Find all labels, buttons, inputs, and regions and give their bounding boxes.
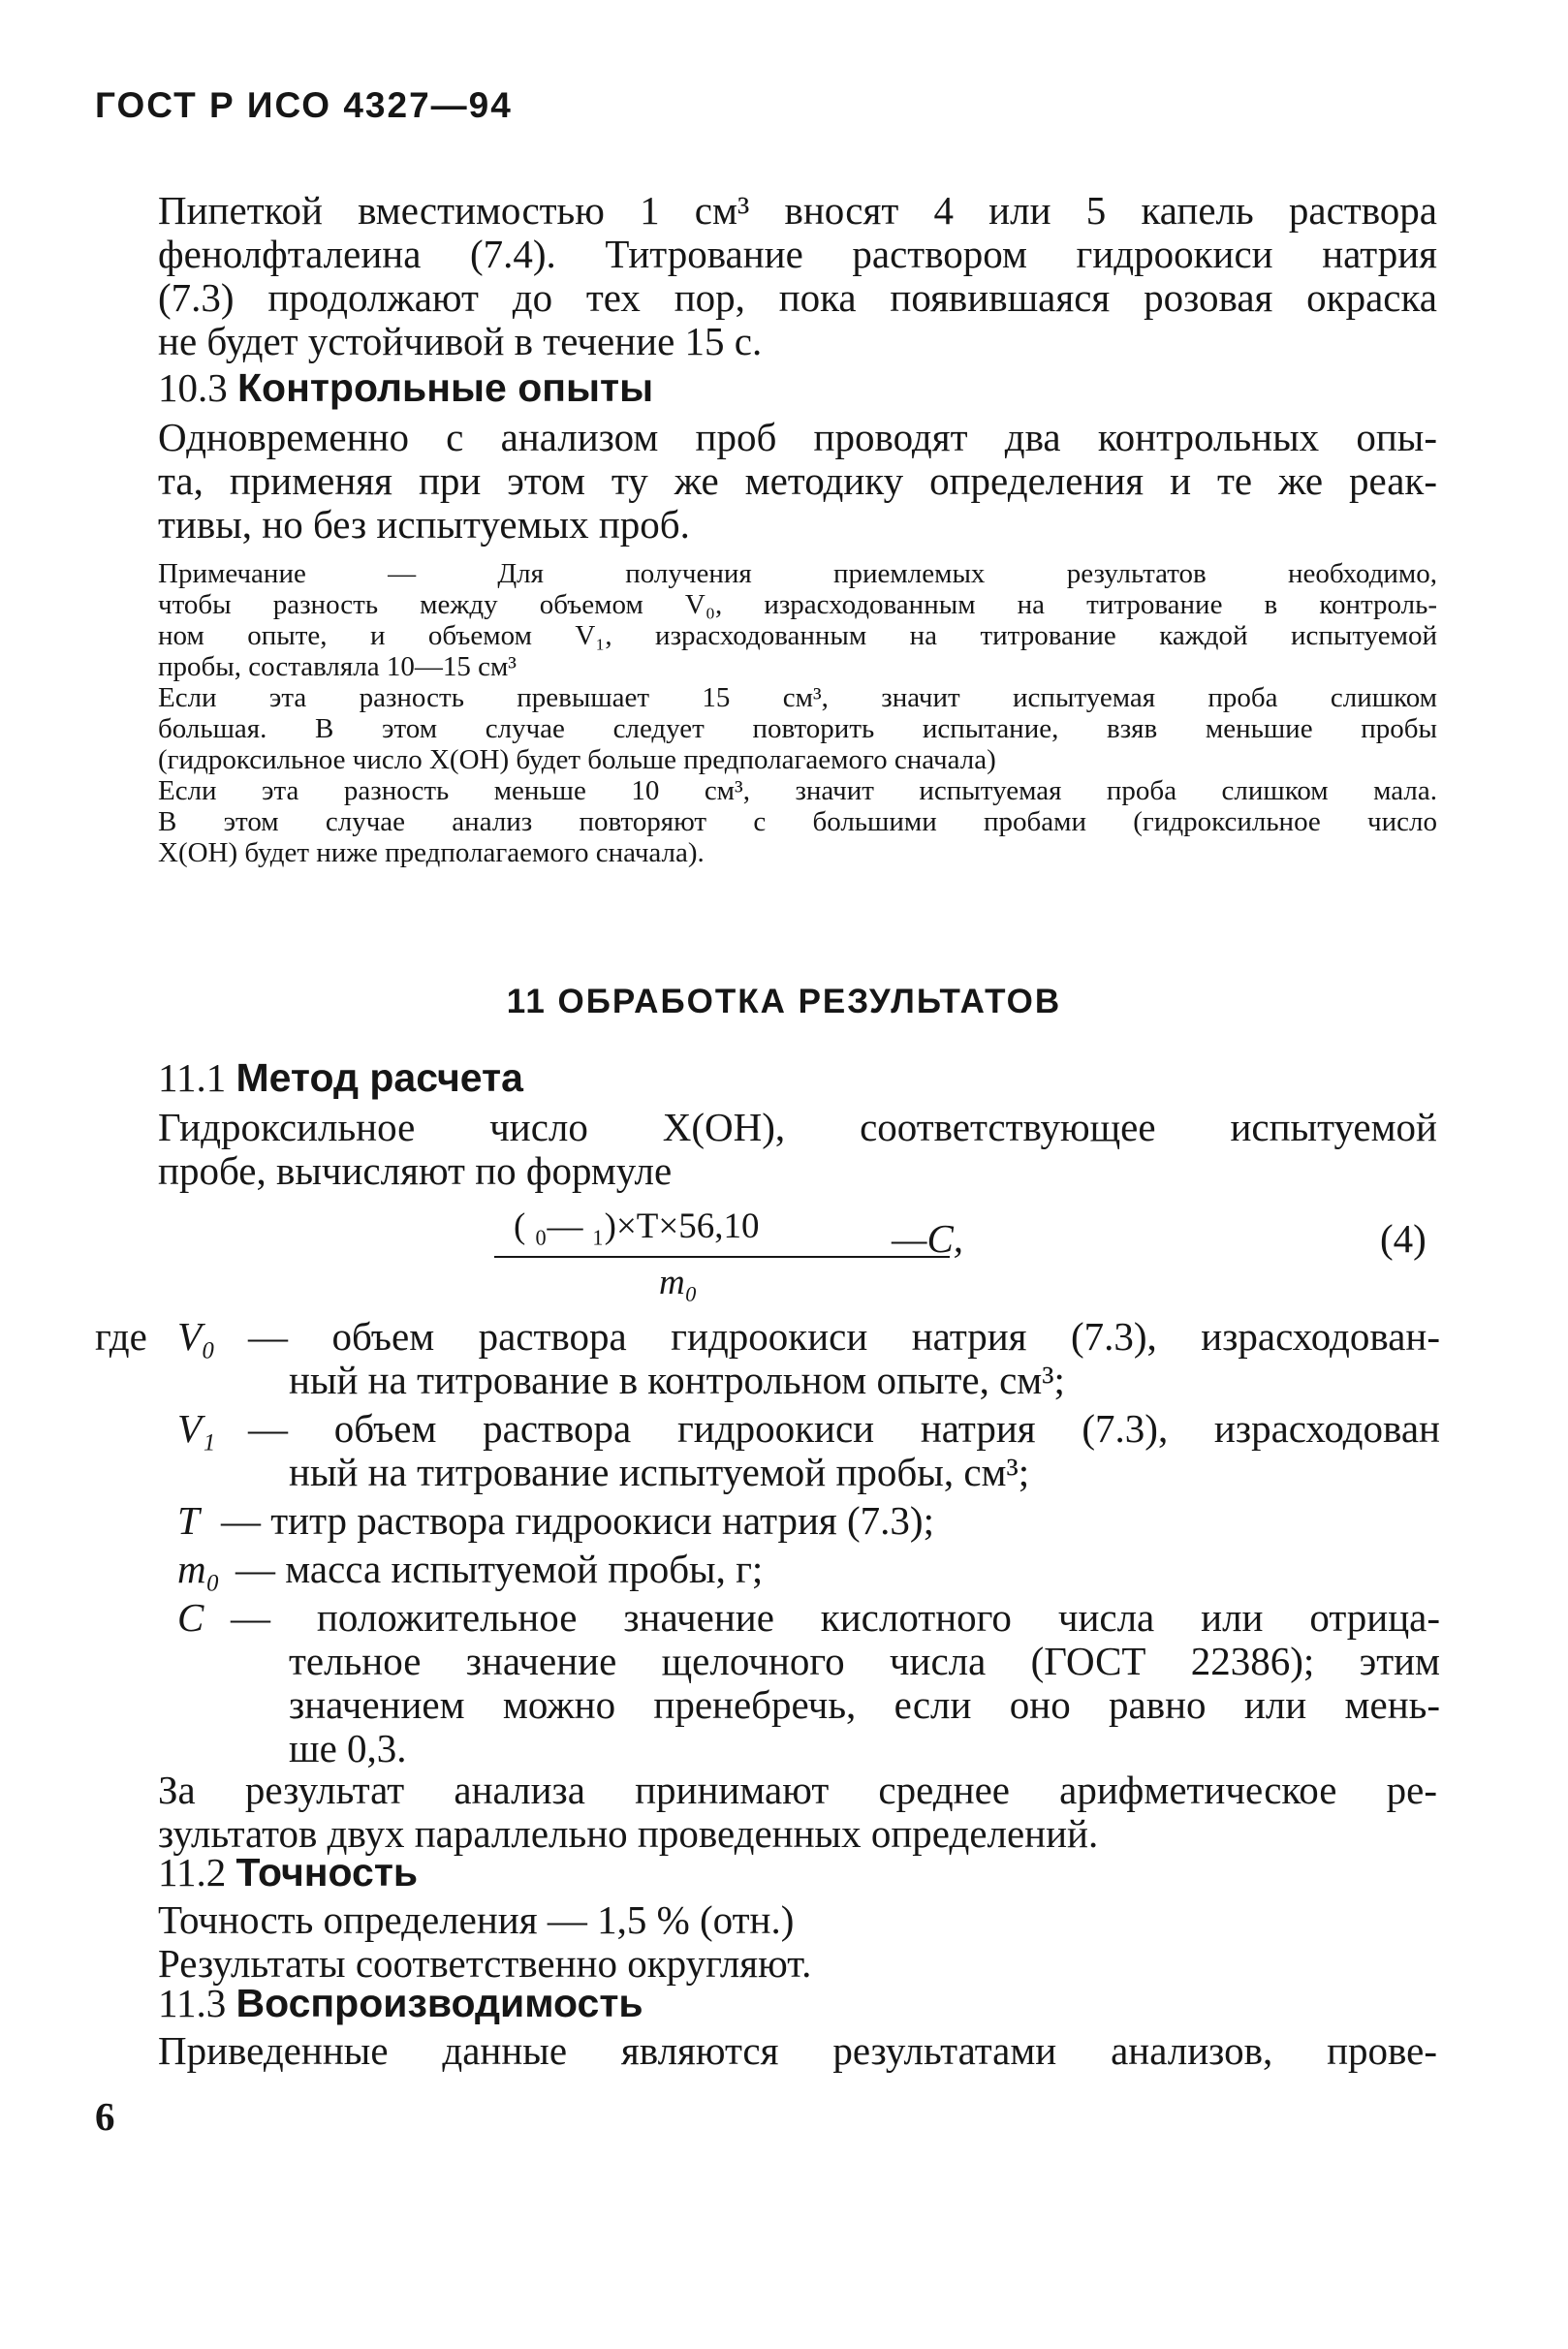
definition-v0-line: — объем раствора гидроокиси натрия (7.3), израсходован-: [248, 1314, 1440, 1359]
intro-line: Пипеткой вместимостью 1 см³ вносят 4 или 5 капель раствора: [158, 189, 1437, 233]
paragraph-line: пробе, вычисляют по формуле: [158, 1149, 673, 1193]
paragraph-line: Гидроксильное число X(ОН), соответствующее испытуемой: [158, 1106, 1437, 1149]
heading-text: Точность: [235, 1851, 419, 1895]
definition-c-line: ше 0,3.: [289, 1726, 407, 1770]
note-line: чтобы разность между объемом V₀, израсходованным на титрование в контроль-: [158, 589, 1437, 620]
fraction-bar: [494, 1256, 950, 1258]
result-paragraph: [158, 1769, 1437, 1856]
note-line: В этом случае анализ повторяют с большими пробами (гидроксильное число: [158, 806, 1437, 837]
paragraph-line: та, применяя при этом ту же методику определения и те же реак-: [158, 459, 1437, 503]
document-header: ГОСТ Р ИСО 4327—94: [95, 85, 513, 125]
symbol-v1: V₁: [177, 1406, 216, 1451]
section-11-1: [158, 1056, 1437, 1193]
formula-tail: —C,: [892, 1216, 964, 1261]
definition-c-line: — положительное значение кислотного числа или отрица-: [231, 1595, 1440, 1640]
intro-line: (7.3) продолжают до тех пор, пока появившаяся розовая окраска: [158, 276, 1437, 320]
formula-denominator: m₀: [659, 1263, 698, 1302]
heading-text: Метод расчета: [235, 1056, 523, 1100]
section-11-title: 11 ОБРАБОТКА РЕЗУЛЬТАТОВ: [506, 983, 1062, 1020]
heading-text: Воспроизводимость: [235, 1982, 643, 2025]
paragraph-line: Одновременно с анализом проб проводят два контрольных опы-: [158, 416, 1437, 459]
note-line: ном опыте, и объемом V₁, израсходованным на титрование каждой испытуемой: [158, 620, 1437, 651]
symbol-v0: V₀: [177, 1314, 216, 1359]
paragraph-line: Результаты соответственно округляют.: [158, 1942, 812, 1986]
paragraph-line: тивы, но без испытуемых проб.: [158, 503, 690, 547]
note-line: X(ОН) будет ниже предполагаемого сначала).: [158, 837, 705, 868]
definition-c-line: значением можно пренебречь, если оно равно или мень-: [289, 1682, 1440, 1727]
paragraph-line: зультатов двух параллельно проведенных определений.: [158, 1812, 1099, 1856]
section-10-3: [158, 366, 1437, 547]
formula-number: (4): [1380, 1216, 1427, 1261]
paragraph-line: Приведенные данные являются результатами анализов, прове-: [158, 2029, 1437, 2073]
section-11-2: [158, 1851, 1437, 1986]
heading-number: 11.1: [158, 1056, 227, 1100]
heading-number: 11.3: [158, 1982, 227, 2025]
symbol-t: T: [177, 1498, 200, 1543]
paragraph-line: За результат анализа принимают среднее арифметическое ре-: [158, 1769, 1437, 1812]
definition-t: — титр раствора гидроокиси натрия (7.3);: [221, 1498, 934, 1543]
definition-m0: — масса испытуемой пробы, г;: [235, 1547, 764, 1591]
paragraph-line: Точность определения — 1,5 % (отн.): [158, 1898, 795, 1942]
note-line: Примечание — Для получения приемлемых результатов необходимо,: [158, 558, 1437, 589]
intro-line: не будет устойчивой в течение 15 с.: [158, 320, 763, 363]
note-block: [158, 558, 1437, 868]
heading-text: Контрольные опыты: [237, 366, 654, 410]
definition-v0-line: ный на титрование в контрольном опыте, см³;: [289, 1358, 1065, 1402]
definition-v1-line: ный на титрование испытуемой пробы, см³;: [289, 1450, 1030, 1494]
section-heading: [158, 1982, 1437, 2025]
intro-paragraph: [158, 189, 1437, 363]
heading-number: 10.3: [158, 366, 228, 410]
page-number: 6: [95, 2094, 115, 2139]
note-line: Если эта разность меньше 10 см³, значит испытуемая проба слишком мала.: [158, 775, 1437, 806]
symbol-m0: m₀: [177, 1547, 220, 1591]
definition-c-line: тельное значение щелочного числа (ГОСТ 22386); этим: [289, 1639, 1440, 1683]
where-prefix: где: [95, 1314, 147, 1359]
note-line: (гидроксильное число X(ОН) будет больше предполагаемого сначала): [158, 744, 996, 775]
intro-line: фенолфталеина (7.4). Титрование раствором гидроокиси натрия: [158, 233, 1437, 276]
note-line: Если эта разность превышает 15 см³, значит испытуемая проба слишком: [158, 682, 1437, 713]
heading-number: 11.2: [158, 1851, 227, 1895]
definition-v1-line: — объем раствора гидроокиси натрия (7.3), израсходован: [248, 1406, 1440, 1451]
section-11-3: [158, 1982, 1437, 2073]
note-line: большая. В этом случае следует повторить испытание, взяв меньшие пробы: [158, 713, 1437, 744]
section-heading: [158, 1851, 1437, 1895]
note-line: пробы, составляла 10—15 см³: [158, 651, 517, 682]
formula-numerator: ( ₀— ₁)×T×56,10: [514, 1206, 760, 1246]
symbol-c: C: [177, 1595, 204, 1640]
section-heading: [158, 366, 1437, 410]
section-heading: [158, 1056, 1437, 1100]
